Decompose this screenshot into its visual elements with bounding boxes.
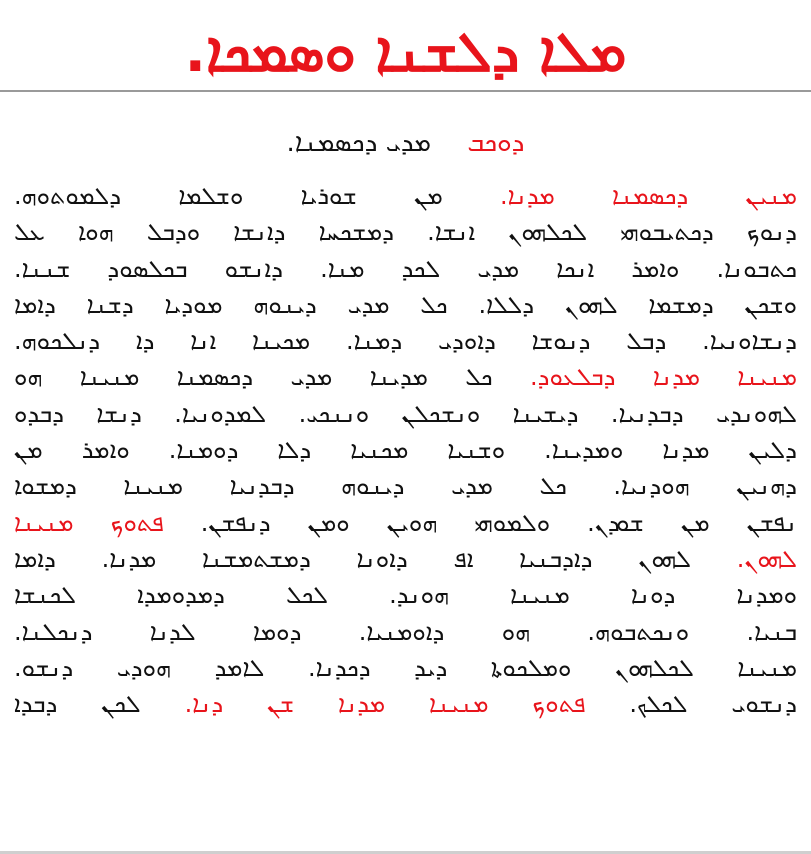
text-line [14,577,797,613]
text-line [14,396,797,432]
rubric-segment: ܡܢܝܢ ܕܟܣܡܢܐ ܡܕܢܐ. [500,182,797,210]
rubric-segment: ܦܬܘܟ ܡܢܝܢܐ [14,508,201,537]
text-line [14,214,797,250]
text-segment: ܠܗܘܢܕܝ ܕܒܕܢܝܐ. ܕܝܫܝܢܐ ܘܢܫܟܠܢ ܘܢܢܟܝ. ܠܡܕܘܢܝܐ. ܕܢܫܐ ܕܒܕܘ [14,399,797,428]
text-segment: ܢܦܫܢ ܡܢ ܫܘܕܢ. ܘܠܡܘܗܝ ܗܘܝܢ ܘܡܢ ܕܢܦܫܢ. [200,508,797,537]
text-line [14,178,797,214]
text-segment: ܕܢܫܘܝ ܠܟܠܟ. [629,690,797,719]
section-heading [0,126,811,160]
text-segment: ܠܟܢ ܕܒܕܐ [14,690,185,719]
text-line [14,468,797,504]
text-segment: ܒܢܝܐ. ܘܢܟܬܒܘܗ. ܗܘ ܕܐܘܡܢܝܐ. ܕܘܡܐ ܠܕܢܐ ܕܢܟܠܢܐ. [14,617,797,646]
text-segment: ܟܠ ܡܕܝܢܐ ܡܕܝ ܕܟܣܡܢܐ ܡܢܝܢܐ ܗܘ [14,363,531,392]
text-segment: ܟܬܒܘܢܐ. ܘܐܡܪ ܐܢܟܐ ܡܕܝ ܠܟܕ ܡܢܐ. ܕܐܢܫܘ ܒܟܠܣܘܕ ܫܢܢܐ. [14,254,797,283]
text-line [14,505,797,541]
text-line [14,359,797,395]
heading-label: ܕܘܟܒ [467,128,525,158]
page-title: ܡܠܐ ܕܠܫܢܐ ܘܣܡܟܐ. [184,20,627,85]
text-line [14,432,797,468]
text-segment: ܘܡܕܢܐ ܕܘܢܐ ܡܢܝܢܐ ܗܘܢܕ. ܠܟܠ ܕܡܕܘܡܕܐ ܠܟܢܫܐ [14,581,797,610]
body-text [14,178,797,722]
text-segment: ܡܢ ܫܘܪܝܐ ܘܫܠܡܐ ܕܠܡܘܬܘܗ. [14,182,501,210]
text-segment: ܕܗܢܝܢ ܗܘܕܢܝܐ. ܟܠ ܡܕܝ ܕܝܢܘܗ ܕܒܕܢܝܐ ܡܢܝܢܐ ܕܡܫܘܐ [14,472,797,501]
text-segment: ܕܢܫܐܘܢܝܐ. ܕܒܠ ܕܢܘܫܐ ܕܐܘܕܝ ܕܡܢܐ. ܡܟܝܢܐ ܐܢܐ ܕܐ ܕܢܠܟܘܗ. [14,327,797,356]
rubric-segment: ܦܬܘܟ ܡܢܝܢܐ ܡܕܢܐ ܫܢ ܕܢܐ. [184,690,630,719]
text-line [14,650,797,686]
rubric-segment: ܠܗܘܢ. [736,544,797,573]
text-line [14,287,797,323]
text-line [14,541,797,577]
text-line [14,686,797,722]
text-segment: ܕܢܘܟ ܕܟܬܝܒܘܗܝ ܠܟܠܗܘܢ ܐܢܫܐ. ܕܡܫܟܚܐ ܕܐܢܫܐ ܘܕܒܠ ܗܘܐ ܥܠ [14,218,797,247]
text-line [14,614,797,650]
rubric-segment: ܡܢܝܢܐ ܡܕܢܐ ܕܒܠܥܘܕ. [530,363,797,392]
text-line [14,251,797,287]
text-line [14,323,797,359]
text-segment: ܠܗܘܢ ܕܐܕܒܢܝܐ ܐܦ ܕܐܘܢܐ ܕܡܫܬܡܫܢܐ ܡܕܢܐ. ܕܐܡܐ [14,544,737,573]
text-segment: ܘܫܟܢ ܕܡܫܡܐ ܠܗܘܢ ܕܠܠܐ. ܟܠ ܡܕܝ ܕܝܢܘܗ ܡܘܕܝܐ ܕܫܢܐ ܕܐܡܐ [14,290,797,319]
heading-text: ܡܕܝ ܕܟܣܡܢܐ. [286,128,432,158]
text-segment: ܕܠܝܢ ܡܕܢܐ ܘܡܕܝܢܐ. ܘܫܢܝܐ ܡܟܢܝܐ ܕܠܐ ܕܘܡܢܐ. ܘܐܡܪ ܡܢ [14,436,797,465]
title-divider [0,90,811,92]
text-segment: ܡܢܝܢܐ ܠܟܠܗܘܢ ܘܡܠܟܘܬܐ ܕܝܕ ܕܟܕܢܐ. ܠܐܡܕ ܗܘܕܝ ܕܢܫܘ. [14,653,797,682]
